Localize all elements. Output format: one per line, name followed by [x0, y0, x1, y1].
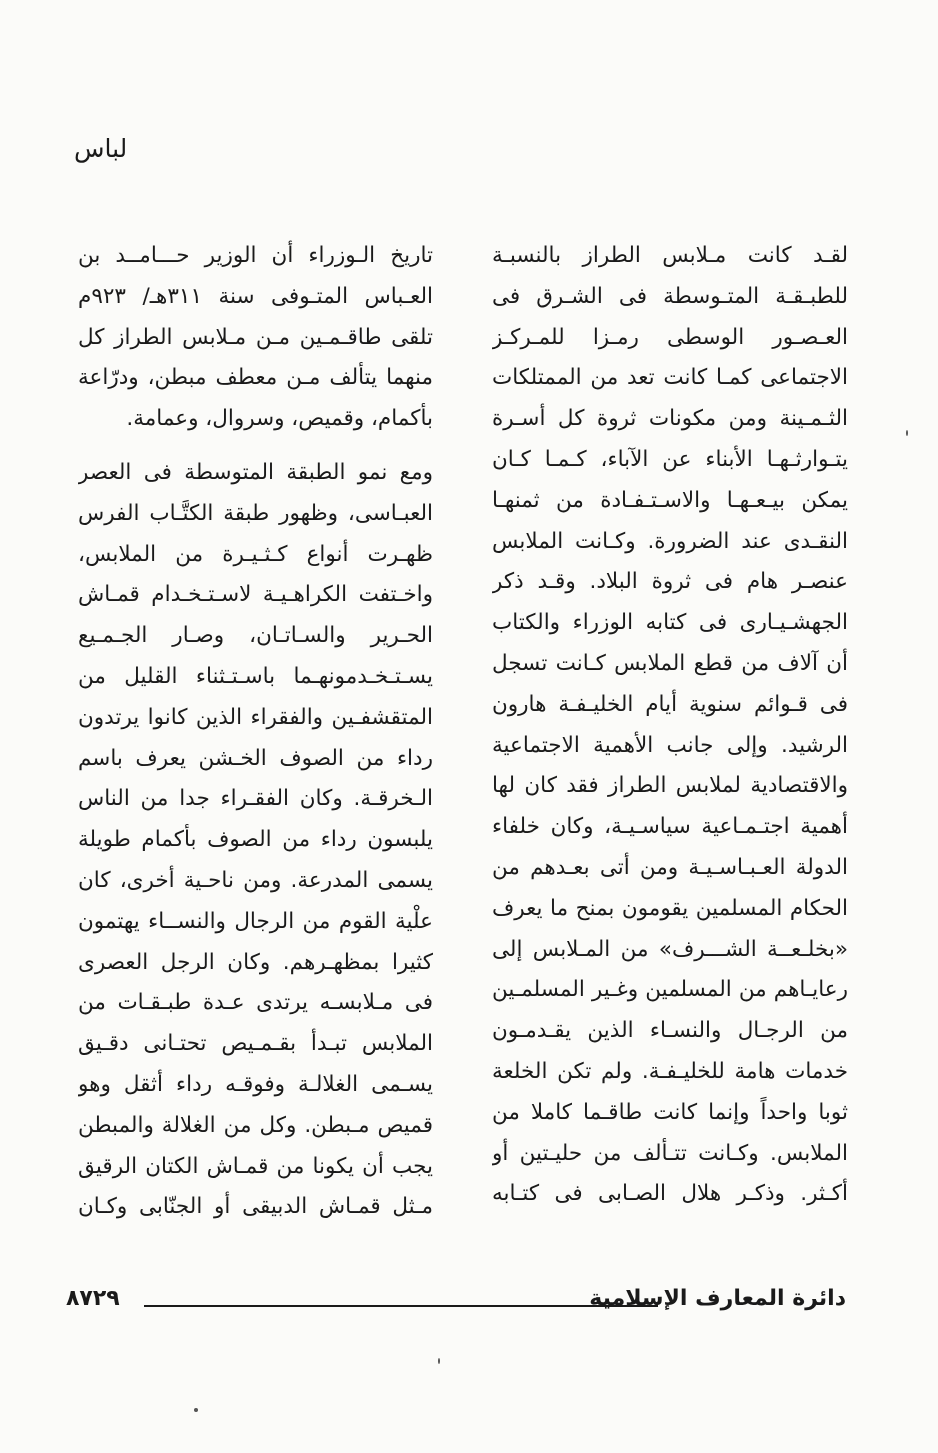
text-line: العـباس المتـوفى سنة ٣١١هـ/ ٩٢٣م: [78, 283, 433, 309]
text-line: يتـوارثـهـا الأبناء عن الآباء، كـمـا كـان: [492, 446, 848, 472]
text-line: يسمى المدرعة. ومن ناحـية أخرى، كان: [78, 867, 433, 893]
text-line: قميص مـبطن. وكل من الغلالة والمبطن: [78, 1112, 433, 1138]
text-line: علْية القوم من الرجال والنســاء يهتمون: [78, 908, 433, 934]
text-line: ثوبا واحداً وإنما كانت طاقـما كاملا من: [492, 1099, 848, 1125]
text-line: عنصـر هام فى ثروة البلاد. وقـد ذكر: [492, 569, 848, 595]
text-line: بأكمام، وقميص، وسروال، وعمامة.: [126, 406, 433, 432]
text-line: العـصـور الوسطى رمـزا للمـركـز: [492, 324, 848, 350]
text-line: لقـد كانت مـلابس الطراز بالنسبـة: [492, 243, 848, 268]
text-line: المتقشفـين والفقراء الذين كانوا يرتدون: [78, 704, 433, 730]
page-number: ٨٧٢٩: [66, 1286, 120, 1311]
encyclopedia-title: دائرة المعارف الإسلامية: [589, 1286, 846, 1311]
text-line: يلبسون رداء من الصوف بأكمام طويلة: [78, 827, 433, 853]
text-line: الاجتماعى كمـا كانت تعد من الممتلكات: [492, 365, 848, 391]
text-line: الرشيد. وإلى جانب الأهمية الاجتماعية: [492, 732, 848, 758]
text-line: مـثل قمـاش الدبيقى أو الجنّابى وكـان: [78, 1194, 433, 1220]
text-line: تلقى طاقـمـين مـن مـلابس الطراز كل: [78, 324, 433, 350]
text-line: ظهـرت أنواع كـثـيـرة من الملابس،: [78, 541, 433, 567]
text-line: الحـرير والسـاتـان، وصـار الجـمـيع: [78, 623, 433, 649]
text-line: الملابس تبـدأ بقـمـيص تحتـانى دقـيق: [78, 1031, 433, 1057]
text-line: يسـتـخـدمونهـما باسـتـثناء القليل من: [78, 663, 433, 689]
text-line: الحكام المسلمين يقومون بمنح ما يعرف: [492, 895, 848, 921]
text-line: الـخرقـة. وكان الفقـراء جدا من الناس: [78, 786, 433, 812]
text-line: يمكن بيـعـهـا والاسـتـفـادة من ثمنهـا: [492, 487, 848, 513]
text-line: كثيرا بمظهـرهم. وكان الرجل العصرى: [78, 949, 433, 975]
text-line: يجب أن يكونا من قمـاش الكتان الرقيق: [78, 1153, 433, 1179]
text-line: أكـثر. وذكـر هلال الصـابى فى كتـابه: [492, 1181, 848, 1207]
text-line: الملابس. وكـانت تتـألف من حليـتين أو: [492, 1140, 848, 1166]
text-line: يسـمى الغلالـة وفوقـه رداء أثقل وهو: [78, 1071, 433, 1097]
paragraph-gap: [78, 440, 433, 453]
right-text-column: [492, 236, 848, 1215]
text-line: «بخلـعــة الشـــرف» من المـلابس إلى: [492, 936, 848, 962]
text-line: ومع نمو الطبقة المتوسطة فى العصر: [78, 459, 433, 485]
text-line: الثـمـينة ومن مكونات ثروة كل أسـرة: [492, 406, 848, 432]
text-line: تاريخ الـوزراء أن الوزير حـــامــد بن: [78, 243, 433, 268]
scan-speck: [194, 1408, 198, 1412]
text-line: منهما يتألف مـن معطف مبطن، ودرّاعة: [78, 365, 433, 391]
text-line: والاقتصادية لملابس الطراز فقد كان لها: [492, 773, 848, 799]
footer-rule: [144, 1305, 658, 1307]
text-line: رداء من الصوف الخـشن يعرف باسم: [78, 745, 433, 771]
text-line: خدمات هامة للخليـفـة. ولم تكن الخلعة: [492, 1058, 848, 1084]
text-line: فى قـوائم سنوية أيام الخليـفـة هارون: [492, 691, 848, 717]
text-line: العبـاسى، وظهور طبقة الكتَّـاب الفرس: [78, 500, 433, 526]
text-line: واخـتفت الكراهـيـة لاسـتـخـدام قمـاش: [78, 582, 433, 608]
running-header: لباس: [74, 134, 128, 163]
left-text-column: [78, 236, 433, 1228]
text-line: رعايـاهم من المسلمين وغـير المسلمـين: [492, 977, 848, 1003]
text-line: من الرجـال والنسـاء الذين يقـدمـون: [492, 1018, 848, 1044]
page-footer: [66, 1286, 846, 1322]
text-line: الجهشـيـارى فى كتابه الوزراء والكتاب: [492, 610, 848, 636]
text-line: أهمية اجتـمـاعية سياسـيـة، وكان خلفاء: [492, 814, 848, 840]
scan-speck: [906, 430, 908, 436]
text-line: أن آلاف من قطع الملابس كـانت تسجل: [492, 650, 848, 676]
text-line: للطبـقـة المتـوسطة فى الشـرق فى: [492, 283, 848, 309]
text-line: النقـدى عند الضرورة. وكـانت الملابس: [492, 528, 848, 554]
text-line: الدولة العـبـاسـيـة ومن أتى بعـدهم من: [492, 854, 848, 880]
text-line: فى مـلابسـه يرتدى عـدة طبـقـات من: [78, 990, 433, 1016]
scan-speck: [438, 1358, 440, 1364]
